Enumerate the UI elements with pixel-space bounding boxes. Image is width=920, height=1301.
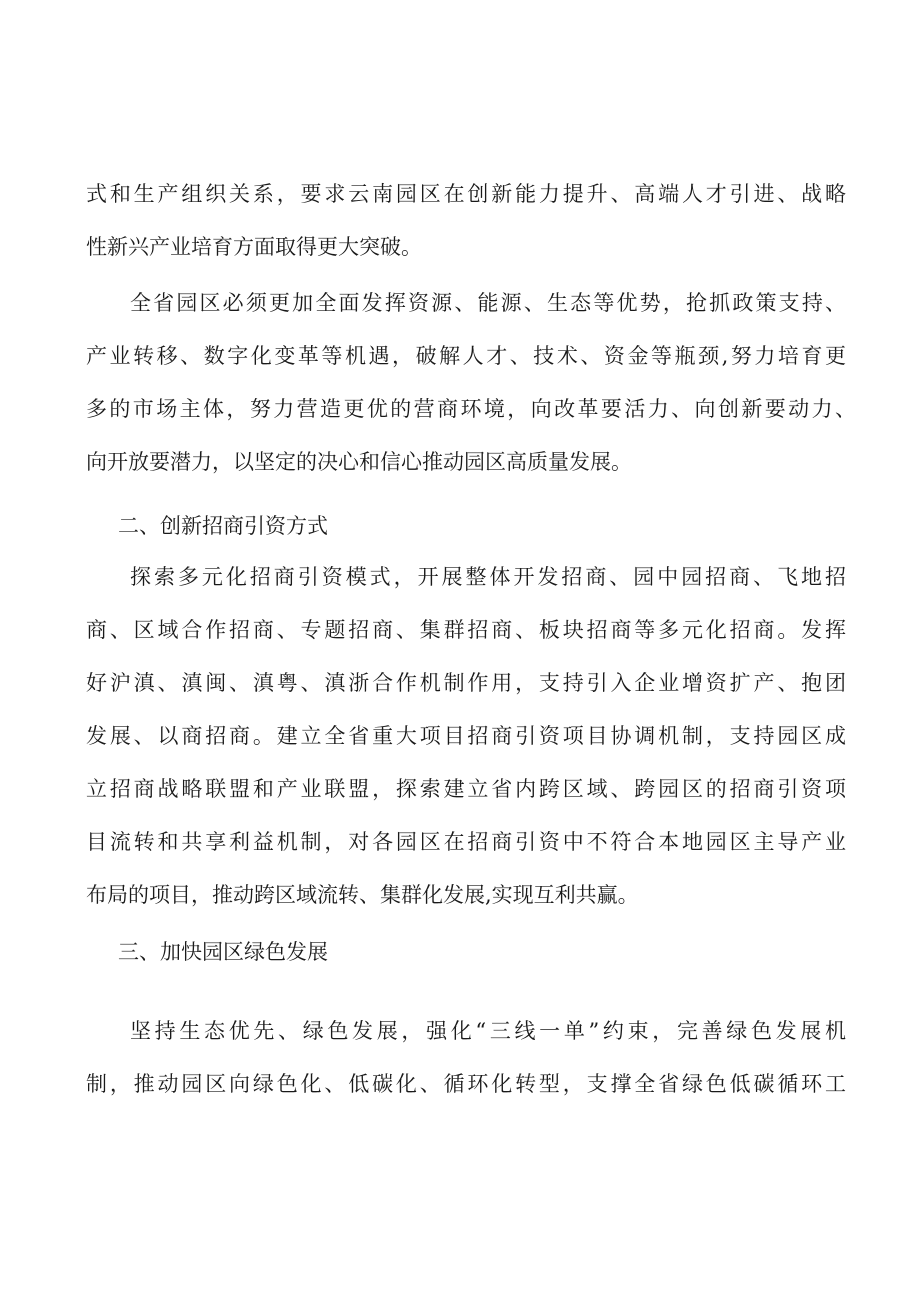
text-line: 产业转移、数字化变革等机遇，破解人才、技术、资金等瓶颈,努力培育更 — [86, 344, 846, 368]
text-line: 坚持生态优先、绿色发展，强化“三线一单”约束，完善绿色发展机 — [130, 1019, 846, 1043]
text-line: 探索多元化招商引资模式，开展整体开发招商、园中园招商、飞地招 — [130, 565, 846, 589]
text-line: 发展、以商招商。建立全省重大项目招商引资项目协调机制，支持园区成 — [86, 724, 846, 748]
text-line: 性新兴产业培育方面取得更大突破。 — [86, 235, 422, 259]
section-heading-2: 二、创新招商引资方式 — [118, 514, 328, 538]
text-line: 全省园区必须更加全面发挥资源、能源、生态等优势，抢抓政策支持、 — [130, 291, 846, 315]
text-line: 商、区域合作招商、专题招商、集群招商、板块招商等多元化招商。发挥 — [86, 618, 846, 642]
text-line: 立招商战略联盟和产业联盟，探索建立省内跨区域、跨园区的招商引资项 — [86, 777, 846, 801]
text-line: 制，推动园区向绿色化、低碳化、循环化转型，支撑全省绿色低碳循环工 — [86, 1072, 846, 1096]
section-heading-3: 三、加快园区绿色发展 — [118, 940, 328, 964]
text-line: 式和生产组织关系，要求云南园区在创新能力提升、高端人才引进、战略 — [86, 182, 846, 206]
text-line: 好沪滇、滇闽、滇粤、滇浙合作机制作用，支持引入企业增资扩产、抱团 — [86, 671, 846, 695]
text-line: 目流转和共享利益机制，对各园区在招商引资中不符合本地园区主导产业 — [86, 830, 846, 854]
text-line: 多的市场主体，努力营造更优的营商环境，向改革要活力、向创新要动力、 — [86, 397, 856, 421]
text-line: 布局的项目，推动跨区域流转、集群化发展,实现互利共赢。 — [86, 883, 639, 907]
text-line: 向开放要潜力，以坚定的决心和信心推动园区高质量发展。 — [86, 450, 632, 474]
